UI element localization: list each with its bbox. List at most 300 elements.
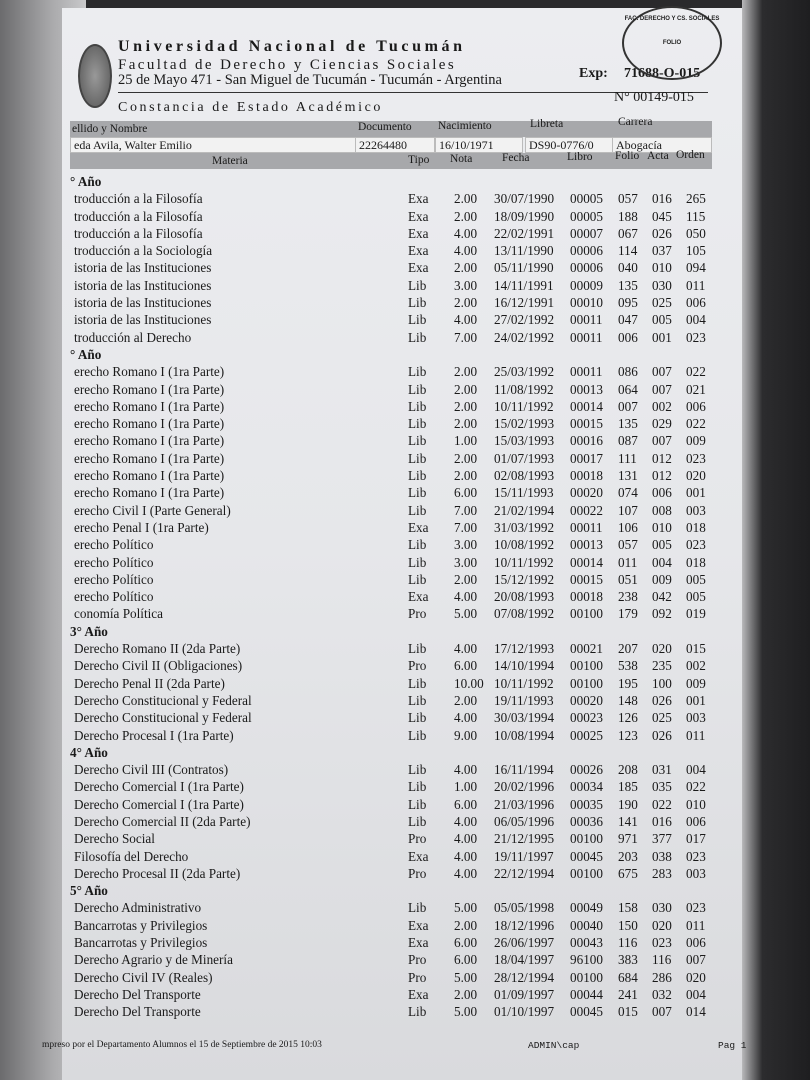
cell-acta: 002 — [652, 398, 672, 414]
col-libro: Libro — [567, 151, 593, 163]
cell-tipo: Pro — [408, 658, 427, 674]
university-name: Universidad Nacional de Tucumán — [118, 38, 466, 55]
cell-nota: 6.00 — [454, 485, 478, 501]
cell-nota: 2.00 — [454, 692, 478, 708]
cell-acta: 092 — [652, 606, 672, 622]
cell-libro: 00100 — [570, 865, 603, 881]
faculty-name: Facultad de Derecho y Ciencias Sociales — [118, 57, 457, 73]
student-carrera: Abogacía — [612, 137, 712, 153]
cell-orden: 020 — [686, 468, 706, 484]
col-fecha: Fecha — [502, 152, 530, 164]
cell-folio: 006 — [618, 329, 638, 345]
cell-nota: 10.00 — [454, 675, 484, 691]
cell-acta: 010 — [652, 260, 672, 276]
cell-fecha: 10/11/1992 — [494, 675, 554, 691]
cell-libro: 00014 — [570, 554, 603, 570]
cell-tipo: Lib — [408, 692, 427, 708]
cell-orden: 021 — [686, 381, 706, 397]
cell-fecha: 31/03/1992 — [494, 519, 555, 535]
col-folio: Folio — [615, 150, 640, 162]
cell-nota: 3.00 — [454, 554, 478, 570]
cell-fecha: 11/08/1992 — [494, 381, 554, 397]
cell-materia: istoria de las Instituciones — [74, 277, 212, 293]
year-heading — [62, 346, 742, 363]
table-row — [62, 605, 742, 622]
table-row — [62, 969, 742, 986]
cell-nota: 4.00 — [454, 762, 478, 778]
cell-fecha: 10/08/1992 — [494, 537, 555, 553]
cell-materia: erecho Penal I (1ra Parte) — [74, 519, 209, 535]
col-nota: Nota — [450, 153, 473, 165]
cell-acta: 283 — [652, 865, 672, 881]
cell-libro: 00017 — [570, 450, 603, 466]
cell-fecha: 10/08/1994 — [494, 727, 555, 743]
cell-orden: 003 — [686, 710, 706, 726]
col-materia: Materia — [212, 155, 248, 167]
table-row — [62, 813, 742, 830]
cell-libro: 00036 — [570, 813, 603, 829]
cell-acta: 029 — [652, 416, 672, 432]
cell-tipo: Lib — [408, 796, 427, 812]
cell-tipo: Lib — [408, 364, 427, 380]
cell-fecha: 01/10/1997 — [494, 1004, 555, 1020]
stamp-text-top: FAC. DERECHO Y CS. SOCIALES — [624, 16, 720, 22]
cell-libro: 00044 — [570, 986, 603, 1002]
cell-libro: 00100 — [570, 675, 603, 691]
cell-orden: 015 — [686, 641, 706, 657]
cell-libro: 00011 — [570, 519, 603, 535]
cell-libro: 00015 — [570, 416, 603, 432]
cell-orden: 115 — [686, 208, 706, 224]
cell-orden: 017 — [686, 831, 706, 847]
cell-acta: 007 — [652, 433, 672, 449]
cell-tipo: Lib — [408, 398, 427, 414]
cell-orden: 022 — [686, 779, 706, 795]
cell-nota: 2.00 — [454, 986, 478, 1002]
cell-fecha: 13/11/1990 — [494, 243, 554, 259]
cell-tipo: Lib — [408, 762, 427, 778]
cell-tipo: Lib — [408, 381, 427, 397]
document-number: N° 00149-015 — [614, 90, 694, 105]
cell-materia: erecho Romano I (1ra Parte) — [74, 364, 225, 380]
cell-libro: 00034 — [570, 779, 603, 795]
table-row — [62, 432, 742, 449]
cell-folio: 015 — [618, 1004, 638, 1020]
cell-libro: 00009 — [570, 277, 603, 293]
cell-nota: 4.00 — [454, 813, 478, 829]
page-number: Pag 1 — [718, 1040, 747, 1051]
table-row — [62, 554, 742, 571]
cell-fecha: 14/10/1994 — [494, 658, 555, 674]
label-libreta: Libreta — [530, 118, 564, 130]
cell-libro: 00100 — [570, 831, 603, 847]
cell-tipo: Exa — [408, 935, 429, 951]
cell-tipo: Lib — [408, 813, 427, 829]
cell-folio: 116 — [618, 935, 638, 951]
table-row — [62, 761, 742, 778]
cell-folio: 208 — [618, 762, 638, 778]
cell-materia: troducción a la Filosofía — [74, 225, 203, 241]
cell-acta: 037 — [652, 243, 672, 259]
cell-orden: 105 — [686, 243, 706, 259]
cell-folio: 074 — [618, 485, 638, 501]
cell-libro: 00100 — [570, 658, 603, 674]
cell-nota: 2.00 — [454, 917, 478, 933]
cell-libro: 00025 — [570, 727, 603, 743]
table-row — [62, 951, 742, 968]
table-row — [62, 588, 742, 605]
cell-orden: 019 — [686, 606, 706, 622]
cell-fecha: 16/11/1994 — [494, 762, 554, 778]
cell-acta: 045 — [652, 208, 672, 224]
cell-nota: 7.00 — [454, 519, 478, 535]
cell-fecha: 16/12/1991 — [494, 295, 555, 311]
cell-libro: 00007 — [570, 225, 603, 241]
cell-fecha: 17/12/1993 — [494, 641, 555, 657]
cell-tipo: Lib — [408, 537, 427, 553]
cell-fecha: 10/11/1992 — [494, 398, 554, 414]
cell-orden: 018 — [686, 554, 706, 570]
cell-nota: 7.00 — [454, 502, 478, 518]
cell-tipo: Pro — [408, 865, 427, 881]
cell-fecha: 15/12/1992 — [494, 571, 555, 587]
student-nacimiento: 16/10/1971 — [435, 137, 523, 153]
cell-folio: 107 — [618, 502, 638, 518]
cell-tipo: Lib — [408, 295, 427, 311]
cell-folio: 238 — [618, 589, 638, 605]
cell-orden: 003 — [686, 865, 706, 881]
cell-acta: 377 — [652, 831, 672, 847]
cell-libro: 00043 — [570, 935, 603, 951]
table-row — [62, 796, 742, 813]
year-heading — [62, 623, 742, 640]
cell-tipo: Lib — [408, 779, 427, 795]
cell-tipo: Lib — [408, 727, 427, 743]
cell-libro: 00040 — [570, 917, 603, 933]
cell-materia: Derecho Civil II (Obligaciones) — [74, 658, 243, 674]
cell-libro: 00020 — [570, 485, 603, 501]
address: 25 de Mayo 471 - San Miguel de Tucumán - Tucumán - Argentina — [118, 72, 502, 88]
page-edge — [742, 0, 810, 1080]
cell-nota: 2.00 — [454, 571, 478, 587]
cell-acta: 235 — [652, 658, 672, 674]
cell-fecha: 15/11/1993 — [494, 485, 554, 501]
cell-materia: conomía Política — [74, 606, 163, 622]
cell-libro: 00100 — [570, 606, 603, 622]
cell-libro: 00011 — [570, 329, 603, 345]
cell-folio: 131 — [618, 468, 638, 484]
cell-folio: 123 — [618, 727, 638, 743]
cell-nota: 3.00 — [454, 537, 478, 553]
cell-nota: 1.00 — [454, 779, 478, 795]
table-row — [62, 1003, 742, 1020]
cell-nota: 7.00 — [454, 329, 478, 345]
table-row — [62, 190, 742, 207]
cell-orden: 006 — [686, 295, 706, 311]
cell-acta: 007 — [652, 381, 672, 397]
label-nacimiento: Nacimiento — [438, 120, 492, 132]
cell-acta: 030 — [652, 900, 672, 916]
cell-materia: Derecho Civil IV (Reales) — [74, 969, 213, 985]
cell-nota: 2.00 — [454, 260, 478, 276]
cell-acta: 020 — [652, 917, 672, 933]
cell-acta: 008 — [652, 502, 672, 518]
cell-nota: 4.00 — [454, 641, 478, 657]
cell-orden: 010 — [686, 796, 706, 812]
table-row — [62, 329, 742, 346]
cell-libro: 00006 — [570, 260, 603, 276]
cell-fecha: 06/05/1996 — [494, 813, 555, 829]
cell-orden: 004 — [686, 762, 706, 778]
cell-tipo: Exa — [408, 191, 429, 207]
cell-tipo: Lib — [408, 900, 427, 916]
cell-fecha: 18/04/1997 — [494, 952, 555, 968]
cell-tipo: Exa — [408, 260, 429, 276]
cell-fecha: 22/12/1994 — [494, 865, 555, 881]
cell-libro: 00015 — [570, 571, 603, 587]
col-orden: Orden — [676, 149, 705, 161]
cell-tipo: Lib — [408, 450, 427, 466]
cell-nota: 4.00 — [454, 589, 478, 605]
cell-tipo: Lib — [408, 1004, 427, 1020]
cell-folio: 195 — [618, 675, 638, 691]
cell-fecha: 01/07/1993 — [494, 450, 555, 466]
cell-nota: 2.00 — [454, 468, 478, 484]
cell-folio: 047 — [618, 312, 638, 328]
cell-acta: 016 — [652, 813, 672, 829]
cell-libro: 00013 — [570, 381, 603, 397]
table-row — [62, 381, 742, 398]
cell-libro: 00010 — [570, 295, 603, 311]
cell-materia: erecho Civil I (Parte General) — [74, 502, 231, 518]
cell-tipo: Lib — [408, 433, 427, 449]
cell-libro: 00100 — [570, 969, 603, 985]
table-row — [62, 484, 742, 501]
cell-nota: 3.00 — [454, 277, 478, 293]
cell-acta: 116 — [652, 952, 672, 968]
cell-orden: 011 — [686, 727, 706, 743]
cell-folio: 158 — [618, 900, 638, 916]
cell-acta: 007 — [652, 1004, 672, 1020]
cell-acta: 016 — [652, 191, 672, 207]
cell-nota: 6.00 — [454, 952, 478, 968]
cell-tipo: Pro — [408, 831, 427, 847]
cell-libro: 00013 — [570, 537, 603, 553]
cell-materia: Derecho Del Transporte — [74, 986, 201, 1002]
student-name: eda Avila, Walter Emilio — [70, 137, 356, 153]
cell-orden: 006 — [686, 398, 706, 414]
table-row — [62, 848, 742, 865]
cell-tipo: Exa — [408, 848, 429, 864]
cell-materia: Derecho Civil III (Contratos) — [74, 762, 229, 778]
table-row — [62, 259, 742, 276]
cell-materia: Derecho Agrario y de Minería — [74, 952, 233, 968]
table-row — [62, 830, 742, 847]
cell-nota: 5.00 — [454, 900, 478, 916]
cell-materia: troducción a la Sociología — [74, 243, 213, 259]
cell-acta: 035 — [652, 779, 672, 795]
cell-materia: Filosofía del Derecho — [74, 848, 189, 864]
year-label: 5° Año — [70, 883, 108, 899]
cell-fecha: 30/03/1994 — [494, 710, 555, 726]
cell-acta: 001 — [652, 329, 672, 345]
cell-materia: erecho Político — [74, 589, 154, 605]
cell-acta: 012 — [652, 450, 672, 466]
cell-acta: 026 — [652, 225, 672, 241]
cell-nota: 2.00 — [454, 381, 478, 397]
university-crest-logo — [78, 44, 112, 108]
document-title: Constancia de Estado Académico — [118, 100, 383, 115]
cell-acta: 031 — [652, 762, 672, 778]
cell-folio: 057 — [618, 191, 638, 207]
cell-libro: 00011 — [570, 364, 603, 380]
cell-orden: 022 — [686, 416, 706, 432]
cell-fecha: 05/05/1998 — [494, 900, 555, 916]
cell-libro: 00006 — [570, 243, 603, 259]
cell-orden: 011 — [686, 917, 706, 933]
cell-libro: 00035 — [570, 796, 603, 812]
cell-orden: 094 — [686, 260, 706, 276]
cell-acta: 009 — [652, 571, 672, 587]
cell-libro: 00023 — [570, 710, 603, 726]
cell-orden: 018 — [686, 519, 706, 535]
cell-fecha: 10/11/1992 — [494, 554, 554, 570]
table-row — [62, 467, 742, 484]
cell-tipo: Exa — [408, 225, 429, 241]
cell-folio: 086 — [618, 364, 638, 380]
cell-tipo: Lib — [408, 468, 427, 484]
cell-folio: 057 — [618, 537, 638, 553]
table-row — [62, 778, 742, 795]
cell-materia: istoria de las Instituciones — [74, 260, 212, 276]
cell-folio: 067 — [618, 225, 638, 241]
table-row — [62, 242, 742, 259]
cell-materia: Derecho Constitucional y Federal — [74, 692, 252, 708]
cell-materia: Bancarrotas y Privilegios — [74, 935, 208, 951]
cell-fecha: 18/12/1996 — [494, 917, 555, 933]
table-row — [62, 709, 742, 726]
cell-materia: Derecho Comercial I (1ra Parte) — [74, 779, 244, 795]
cell-libro: 00016 — [570, 433, 603, 449]
cell-folio: 684 — [618, 969, 638, 985]
cell-orden: 265 — [686, 191, 706, 207]
cell-materia: Derecho Constitucional y Federal — [74, 710, 252, 726]
year-label: ° Año — [70, 346, 102, 362]
year-label: ° Año — [70, 174, 102, 189]
cell-orden: 004 — [686, 312, 706, 328]
label-name: ellido y Nombre — [72, 123, 148, 135]
table-row — [62, 208, 742, 225]
cell-folio: 135 — [618, 277, 638, 293]
year-heading — [62, 173, 742, 190]
cell-materia: erecho Político — [74, 571, 154, 587]
cell-materia: erecho Romano I (1ra Parte) — [74, 468, 225, 484]
cell-tipo: Exa — [408, 986, 429, 1002]
cell-nota: 4.00 — [454, 710, 478, 726]
cell-materia: Derecho Penal II (2da Parte) — [74, 675, 225, 691]
cell-acta: 286 — [652, 969, 672, 985]
cell-folio: 203 — [618, 848, 638, 864]
label-carrera: Carrera — [618, 116, 653, 128]
cell-tipo: Pro — [408, 606, 427, 622]
cell-libro: 00022 — [570, 502, 603, 518]
table-row — [62, 311, 742, 328]
table-row — [62, 865, 742, 882]
cell-fecha: 15/02/1993 — [494, 416, 555, 432]
cell-orden: 023 — [686, 450, 706, 466]
cell-folio: 064 — [618, 381, 638, 397]
cell-materia: troducción al Derecho — [74, 329, 192, 345]
cell-materia: erecho Romano I (1ra Parte) — [74, 416, 225, 432]
cell-acta: 020 — [652, 641, 672, 657]
cell-materia: Derecho Administrativo — [74, 900, 202, 916]
cell-orden: 009 — [686, 433, 706, 449]
cell-libro: 00011 — [570, 312, 603, 328]
cell-tipo: Lib — [408, 641, 427, 657]
table-row — [62, 692, 742, 709]
cell-orden: 006 — [686, 935, 706, 951]
year-heading — [62, 744, 742, 761]
cell-libro: 00020 — [570, 692, 603, 708]
cell-orden: 001 — [686, 485, 706, 501]
cell-orden: 050 — [686, 225, 706, 241]
cell-nota: 2.00 — [454, 295, 478, 311]
cell-fecha: 19/11/1993 — [494, 692, 554, 708]
cell-fecha: 21/03/1996 — [494, 796, 555, 812]
cell-nota: 2.00 — [454, 191, 478, 207]
cell-tipo: Exa — [408, 243, 429, 259]
cell-acta: 026 — [652, 692, 672, 708]
cell-orden: 023 — [686, 848, 706, 864]
cell-fecha: 25/03/1992 — [494, 364, 555, 380]
table-row — [62, 536, 742, 553]
cell-acta: 005 — [652, 312, 672, 328]
cell-nota: 6.00 — [454, 658, 478, 674]
cell-tipo: Lib — [408, 485, 427, 501]
cell-fecha: 30/07/1990 — [494, 191, 555, 207]
cell-acta: 004 — [652, 554, 672, 570]
cell-tipo: Exa — [408, 589, 429, 605]
table-row — [62, 899, 742, 916]
cell-materia: erecho Romano I (1ra Parte) — [74, 433, 225, 449]
cell-nota: 2.00 — [454, 208, 478, 224]
cell-fecha: 15/03/1993 — [494, 433, 555, 449]
cell-folio: 241 — [618, 986, 638, 1002]
cell-fecha: 01/09/1997 — [494, 986, 555, 1002]
cell-tipo: Pro — [408, 952, 427, 968]
cell-libro: 00014 — [570, 398, 603, 414]
cell-nota: 9.00 — [454, 727, 478, 743]
cell-acta: 038 — [652, 848, 672, 864]
cell-tipo: Lib — [408, 675, 427, 691]
cell-folio: 148 — [618, 692, 638, 708]
cell-tipo: Pro — [408, 969, 427, 985]
cell-orden: 005 — [686, 571, 706, 587]
cell-materia: istoria de las Instituciones — [74, 295, 212, 311]
cell-nota: 4.00 — [454, 312, 478, 328]
label-documento: Documento — [358, 121, 412, 133]
grades-table — [62, 173, 742, 1021]
cell-folio: 111 — [618, 450, 637, 466]
cell-nota: 2.00 — [454, 364, 478, 380]
cell-fecha: 05/11/1990 — [494, 260, 554, 276]
cell-materia: erecho Romano I (1ra Parte) — [74, 381, 225, 397]
cell-acta: 026 — [652, 727, 672, 743]
cell-orden: 006 — [686, 813, 706, 829]
stamp-text-middle: FOLIO — [662, 40, 682, 46]
cell-nota: 2.00 — [454, 450, 478, 466]
cell-libro: 00018 — [570, 589, 603, 605]
